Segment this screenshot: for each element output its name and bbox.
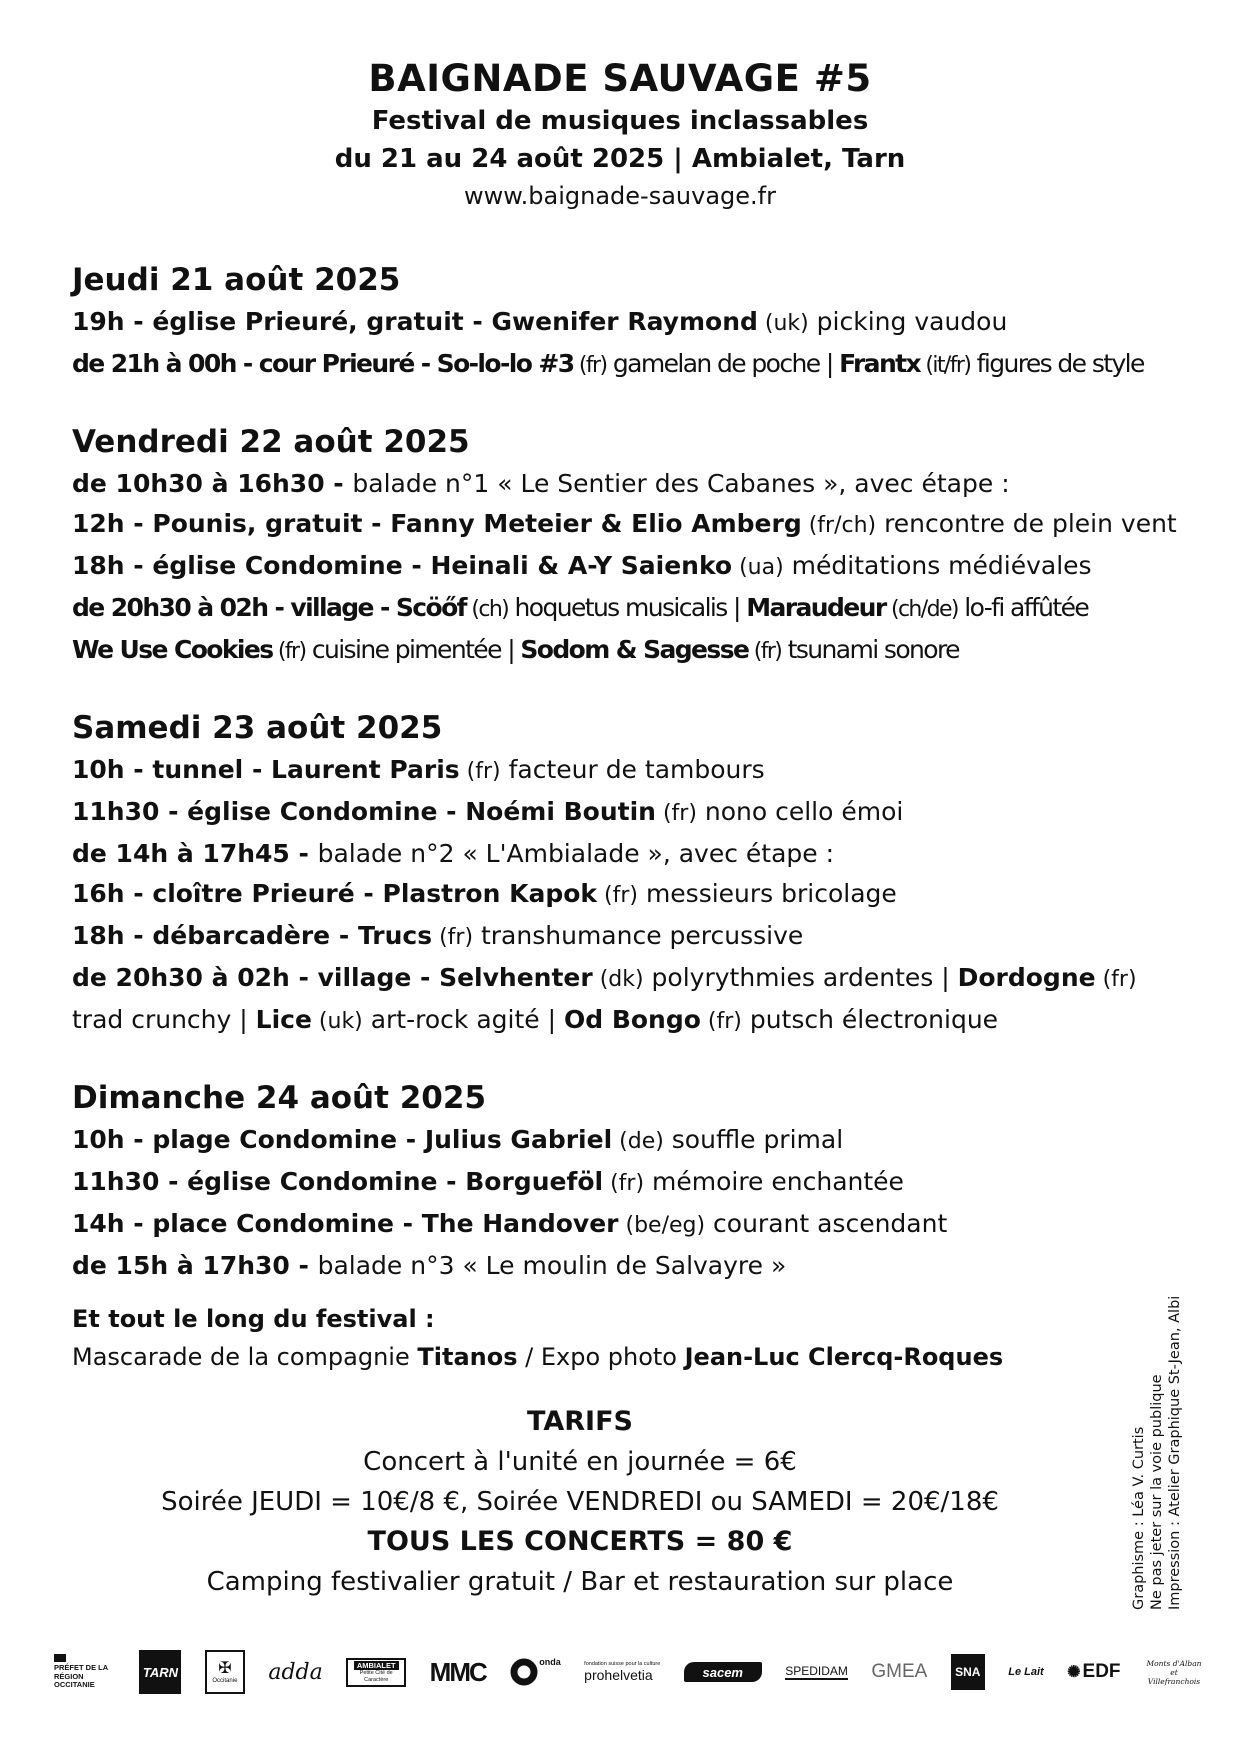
program-line bbox=[72, 504, 1182, 546]
walk-description: balade n°2 « L'Ambialade », avec étape : bbox=[317, 839, 835, 868]
program bbox=[72, 258, 1182, 1320]
artist-country: (dk) bbox=[592, 967, 644, 992]
extras-title: Et tout le long du festival : bbox=[72, 1305, 435, 1333]
time-venue: 10h - plage Condomine - bbox=[72, 1125, 425, 1154]
artist-name: Od Bongo bbox=[563, 1005, 701, 1034]
artist-country: (de) bbox=[612, 1129, 664, 1154]
day-title: Jeudi 21 août 2025 bbox=[72, 262, 401, 298]
festival-extras bbox=[72, 1300, 1152, 1376]
program-line bbox=[72, 750, 1182, 792]
artist-name: Lice bbox=[255, 1005, 312, 1034]
artist-name: Borgueföl bbox=[465, 1167, 604, 1196]
credit-line: Graphisme : Léa V. Curtis bbox=[1131, 1426, 1147, 1610]
program-line bbox=[72, 834, 1182, 874]
tarif-line: Soirée JEUDI = 10€/8 €, Soirée VENDREDI ou SAMEDI = 20€/18€ bbox=[161, 1487, 999, 1517]
artist-description: putsch électronique bbox=[741, 1005, 999, 1034]
artist-description: art-rock agité | bbox=[362, 1005, 564, 1034]
sacem-logo: sacem bbox=[684, 1662, 762, 1682]
program-line bbox=[72, 874, 1182, 916]
program-line bbox=[72, 792, 1182, 834]
occitanie-cross-icon: ✠ bbox=[218, 1660, 232, 1677]
artist-description: mémoire enchantée bbox=[644, 1167, 904, 1196]
artist-description: tsunami sonore bbox=[781, 635, 959, 664]
extras-text: Mascarade de la compagnie bbox=[72, 1343, 418, 1371]
photographer-name: Jean-Luc Clercq-Roques bbox=[684, 1343, 1004, 1371]
time-venue: de 14h à 17h45 - bbox=[72, 839, 318, 868]
artist-country: (fr) bbox=[459, 759, 501, 784]
program-line bbox=[72, 464, 1182, 504]
edf-spark-icon: ✺ bbox=[1067, 1664, 1081, 1681]
tarif-line: Concert à l'unité en journée = 6€ bbox=[363, 1447, 797, 1477]
artist-country: (fr) bbox=[272, 639, 306, 664]
artist-description: trad crunchy | bbox=[72, 1005, 256, 1034]
artist-country: (fr) bbox=[603, 1171, 645, 1196]
time-venue: 11h30 - église Condomine - bbox=[72, 797, 466, 826]
artist-country: (ch) bbox=[465, 597, 509, 622]
spedidam-logo: SPEDIDAM bbox=[785, 1664, 848, 1678]
extras-line bbox=[72, 1338, 1152, 1376]
day-saturday bbox=[72, 706, 1182, 1042]
tarifs bbox=[80, 1402, 1080, 1602]
day-friday bbox=[72, 420, 1182, 672]
program-line bbox=[72, 630, 1182, 672]
tarif-line: Camping festivalier gratuit / Bar et restauration sur place bbox=[206, 1567, 954, 1597]
artist-description: messieurs bricolage bbox=[638, 879, 897, 908]
time-venue: de 10h30 à 16h30 - bbox=[72, 469, 353, 498]
artist-name: Scöőf bbox=[395, 593, 466, 622]
artist-country: (fr) bbox=[700, 1009, 742, 1034]
artist-name: Sodom & Sagesse bbox=[520, 635, 749, 664]
artist-description: courant ascendant bbox=[705, 1209, 948, 1238]
artist-description: gamelan de poche | bbox=[606, 349, 840, 378]
artist-country: (fr) bbox=[573, 353, 607, 378]
time-venue: 12h - Pounis, gratuit - bbox=[72, 509, 391, 538]
artist-name: Heinali & A-Y Saienko bbox=[430, 551, 733, 580]
artist-country: (uk) bbox=[757, 311, 809, 336]
artist-description: souffle primal bbox=[663, 1125, 844, 1154]
sponsor-logos bbox=[54, 1648, 1204, 1696]
time-venue: 19h - église Prieuré, gratuit - bbox=[72, 307, 492, 336]
program-line bbox=[72, 1246, 1182, 1286]
mmc-logo: MMC bbox=[429, 1656, 486, 1687]
prefet-logo: PRÉFET DE LA RÉGION OCCITANIE bbox=[54, 1654, 116, 1690]
time-venue: 11h30 - église Condomine - bbox=[72, 1167, 466, 1196]
artist-name: Trucs bbox=[357, 921, 433, 950]
program-line bbox=[72, 1000, 1182, 1042]
artist-name: Noémi Boutin bbox=[465, 797, 656, 826]
artist-description: facteur de tambours bbox=[500, 755, 765, 784]
artist-country: (ch/de) bbox=[885, 597, 958, 622]
day-title: Vendredi 22 août 2025 bbox=[72, 424, 470, 460]
day-thursday bbox=[72, 258, 1182, 386]
program-line bbox=[72, 302, 1182, 344]
artist-country: (fr) bbox=[748, 639, 782, 664]
artist-country: (it/fr) bbox=[920, 353, 971, 378]
gmea-logo: GMEA bbox=[871, 1661, 928, 1682]
time-venue: 16h - cloître Prieuré - bbox=[72, 879, 383, 908]
occitanie-logo: ✠ Occitanie bbox=[205, 1650, 245, 1694]
lelait-logo: Le Lait bbox=[1008, 1666, 1044, 1678]
onda-circle-icon bbox=[509, 1657, 539, 1687]
festival-url[interactable]: www.baignade-sauvage.fr bbox=[463, 182, 776, 210]
time-venue: de 15h à 17h30 - bbox=[72, 1251, 318, 1280]
program-line bbox=[72, 916, 1182, 958]
artist-description: polyrythmies ardentes | bbox=[643, 963, 958, 992]
tarn-logo: TARN bbox=[139, 1650, 181, 1694]
artist-country: (fr) bbox=[432, 925, 474, 950]
ambialet-logo: AMBIALET Petite Cité de Caractère bbox=[346, 1658, 406, 1687]
artist-description: nono cello émoi bbox=[696, 797, 904, 826]
credit-line: Ne pas jeter sur la voie publique bbox=[1149, 1374, 1165, 1610]
artist-country: (fr) bbox=[1095, 967, 1137, 992]
tarifs-title: TARIFS bbox=[527, 1406, 633, 1437]
program-line bbox=[72, 1120, 1182, 1162]
artist-name: Selvhenter bbox=[439, 963, 593, 992]
program-line bbox=[72, 958, 1182, 1000]
program-line bbox=[72, 546, 1182, 588]
artist-description: figures de style bbox=[970, 349, 1144, 378]
adda-logo: adda bbox=[268, 1659, 323, 1685]
day-title: Samedi 23 août 2025 bbox=[72, 710, 443, 746]
time-venue: 18h - débarcadère - bbox=[72, 921, 358, 950]
program-line bbox=[72, 588, 1182, 630]
artist-name: Julius Gabriel bbox=[424, 1125, 613, 1154]
artist-name: Dordogne bbox=[957, 963, 1096, 992]
artist-description: rencontre de plein vent bbox=[876, 509, 1177, 538]
artist-country: (fr/ch) bbox=[801, 513, 877, 538]
festival-title: BAIGNADE SAUVAGE #5 bbox=[368, 57, 872, 100]
artist-description: picking vaudou bbox=[808, 307, 1008, 336]
time-venue: de 20h30 à 02h - village - bbox=[72, 593, 396, 622]
artist-description: lo-fi affûtée bbox=[957, 593, 1089, 622]
artist-country: (ua) bbox=[732, 555, 784, 580]
artist-name: Gwenifer Raymond bbox=[491, 307, 758, 336]
monts-albanais-logo: Monts d'Alban et Villefranchois bbox=[1146, 1658, 1202, 1686]
marianne-icon bbox=[54, 1654, 66, 1662]
artist-description: cuisine pimentée | bbox=[305, 635, 521, 664]
credits bbox=[1130, 1296, 1184, 1610]
artist-name: Fanny Meteier & Elio Amberg bbox=[390, 509, 802, 538]
artist-name: Maraudeur bbox=[746, 593, 886, 622]
header bbox=[0, 56, 1240, 214]
artist-description: méditations médiévales bbox=[783, 551, 1092, 580]
extras-text: / Expo photo bbox=[517, 1343, 685, 1371]
tarif-all-concerts: TOUS LES CONCERTS = 80 € bbox=[367, 1526, 793, 1557]
artist-country: (fr) bbox=[655, 801, 697, 826]
artist-name: We Use Cookies bbox=[72, 635, 273, 664]
program-line bbox=[72, 1204, 1182, 1246]
time-venue: 18h - église Condomine - bbox=[72, 551, 431, 580]
artist-description: transhumance percussive bbox=[473, 921, 804, 950]
artist-name: Frantx bbox=[839, 349, 921, 378]
festival-subtitle: Festival de musiques inclassables bbox=[371, 106, 869, 136]
time-venue-artist: de 21h à 00h - cour Prieuré - So-lo-lo #3 bbox=[72, 349, 574, 378]
credit-line: Impression : Atelier Graphique St-Jean, Albi bbox=[1167, 1295, 1183, 1610]
artist-country: (fr) bbox=[597, 883, 638, 908]
prohelvetia-logo: fondation suisse pour la culture prohelvetia bbox=[584, 1661, 661, 1683]
program-line bbox=[72, 1162, 1182, 1204]
artist-name: Plastron Kapok bbox=[382, 879, 598, 908]
day-sunday bbox=[72, 1076, 1182, 1286]
time-venue: 14h - place Condomine - bbox=[72, 1209, 422, 1238]
festival-dates: du 21 au 24 août 2025 | Ambialet, Tarn bbox=[334, 144, 906, 174]
walk-description: balade n°1 « Le Sentier des Cabanes », avec étape : bbox=[352, 469, 1010, 498]
time-venue: de 20h30 à 02h - village - bbox=[72, 963, 440, 992]
sna-logo: SNA bbox=[951, 1654, 985, 1690]
artist-country: (be/eg) bbox=[618, 1213, 706, 1238]
day-title: Dimanche 24 août 2025 bbox=[72, 1080, 487, 1116]
time-venue: 10h - tunnel - bbox=[72, 755, 272, 784]
program-line bbox=[72, 344, 1182, 386]
artist-name: The Handover bbox=[421, 1209, 619, 1238]
walk-description: balade n°3 « Le moulin de Salvayre » bbox=[317, 1251, 787, 1280]
onda-logo: onda bbox=[509, 1657, 561, 1687]
artist-name: Laurent Paris bbox=[271, 755, 460, 784]
edf-logo: ✺ EDF bbox=[1067, 1661, 1121, 1682]
company-name: Titanos bbox=[417, 1343, 518, 1371]
artist-description: hoquetus musicalis | bbox=[508, 593, 747, 622]
artist-country: (uk) bbox=[311, 1009, 363, 1034]
